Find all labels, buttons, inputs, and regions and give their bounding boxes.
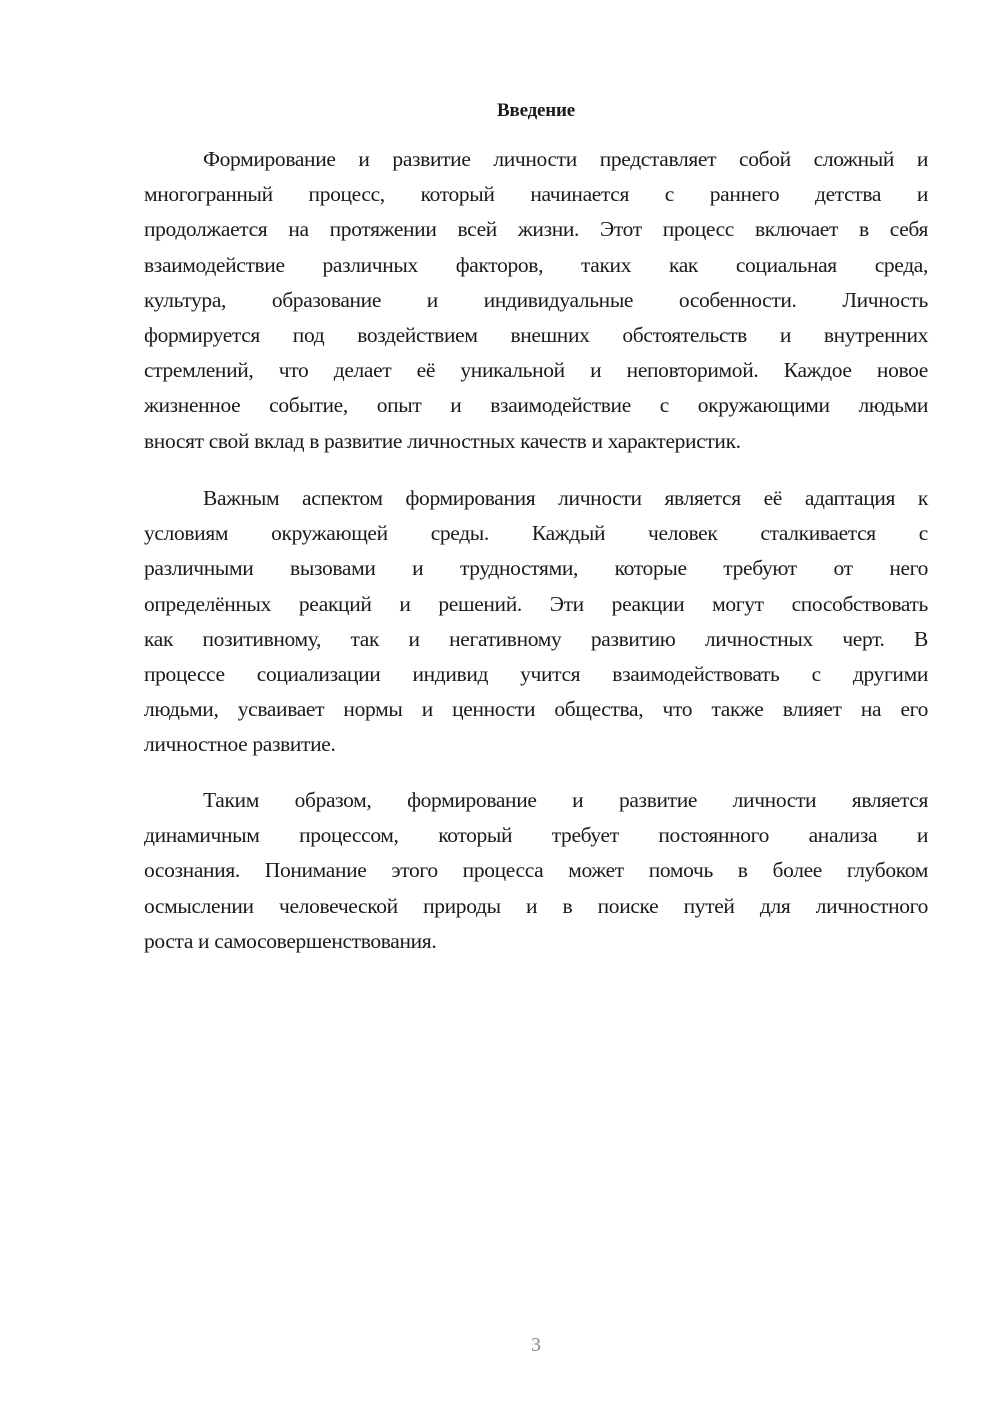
text-line: людьми, усваивает нормы и ценности общества, что также влияет на его xyxy=(144,697,928,722)
text-line: стремлений, что делает её уникальной и неповторимой. Каждое новое xyxy=(144,358,928,383)
text-line: осознания. Понимание этого процесса может помочь в более глубоком xyxy=(144,858,928,883)
text-line: динамичным процессом, который требует постоянного анализа и xyxy=(144,823,928,848)
paragraph-3 xyxy=(144,783,928,959)
text-line: определённых реакций и решений. Эти реакции могут способствовать xyxy=(144,591,928,616)
section-title: Введение xyxy=(497,100,575,121)
text-line: многогранный процесс, который начинается с раннего детства и xyxy=(144,182,928,207)
text-line: осмыслении человеческой природы и в поиске путей для личностного xyxy=(144,893,928,918)
text-line: процессе социализации индивид учится взаимодействовать с другими xyxy=(144,661,928,686)
text-line: личностное развитие. xyxy=(144,732,336,757)
text-line: культура, образование и индивидуальные особенности. Личность xyxy=(144,287,928,312)
paragraph-1 xyxy=(144,142,928,459)
text-line: продолжается на протяжении всей жизни. Этот процесс включает в себя xyxy=(144,217,928,242)
text-line: Важным аспектом формирования личности является её адаптация к xyxy=(203,486,928,510)
page-number: 3 xyxy=(531,1334,541,1356)
text-line: формируется под воздействием внешних обстоятельств и внутренних xyxy=(144,322,928,347)
text-line: Формирование и развитие личности представляет собой сложный и xyxy=(203,147,928,171)
text-line: жизненное событие, опыт и взаимодействие с окружающими людьми xyxy=(144,393,928,418)
text-line: как позитивному, так и негативному развитию личностных черт. В xyxy=(144,626,928,651)
text-line: взаимодействие различных факторов, таких как социальная среда, xyxy=(144,252,928,277)
paragraph-2 xyxy=(144,481,928,763)
text-line: вносят свой вклад в развитие личностных качеств и характеристик. xyxy=(144,428,741,453)
text-line: Таким образом, формирование и развитие личности является xyxy=(203,788,928,812)
text-line: различными вызовами и трудностями, которые требуют от него xyxy=(144,556,928,581)
text-line: условиям окружающей среды. Каждый человек сталкивается с xyxy=(144,521,928,546)
text-line: роста и самосовершенствования. xyxy=(144,928,437,953)
